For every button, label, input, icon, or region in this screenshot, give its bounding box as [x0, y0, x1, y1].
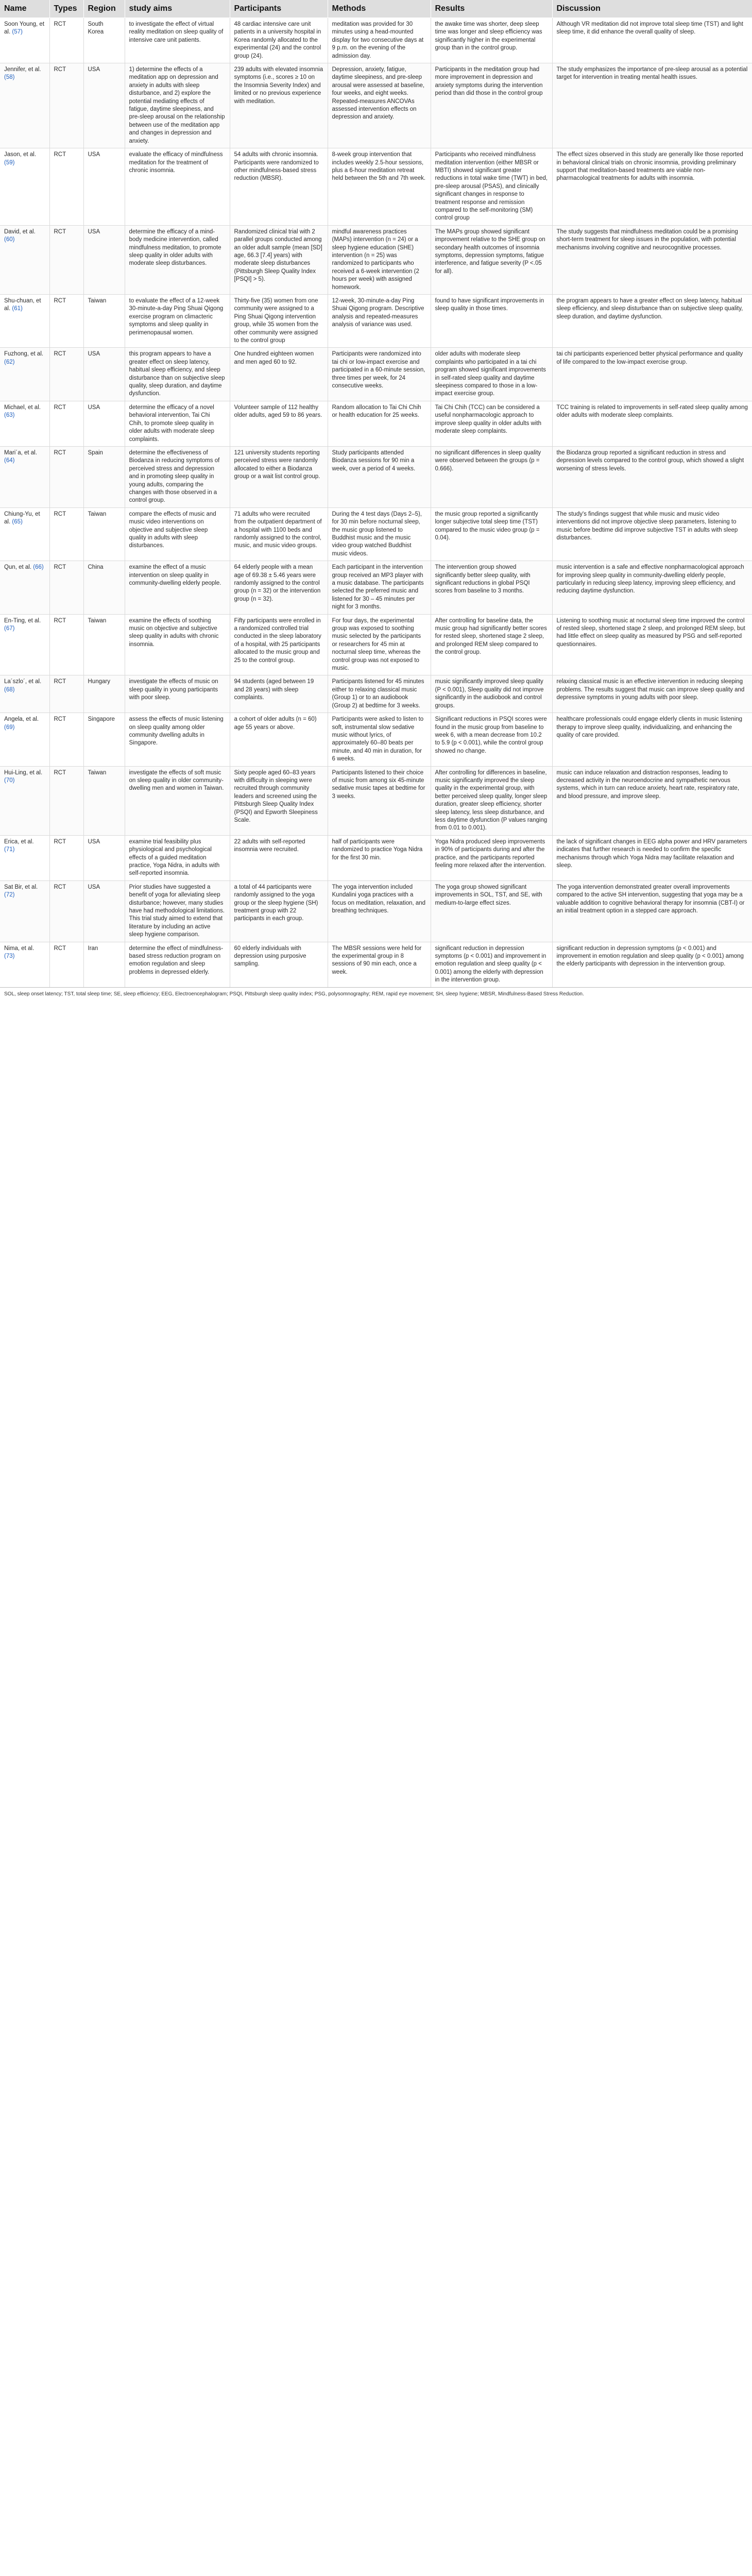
- table-row: [0, 295, 752, 348]
- cell-discussion: significant reduction in depression symptoms (p < 0.001) and improvement in emotion regulation and sleep quality (p < 0.001) among the elderly participants with depression in the intervention group.: [552, 942, 752, 987]
- reference-link[interactable]: (73): [4, 953, 15, 960]
- cell-results: The intervention group showed significantly better sleep quality, with significant reductions in global PSQI scores from baseline to 3 months.: [431, 561, 552, 614]
- column-header-results: Results: [431, 0, 552, 18]
- cell-methods: Participants were randomized into tai chi or low-impact exercise and participated in a 60-minute session, three times per week, for 24 consecutive weeks.: [328, 348, 431, 401]
- table-row: [0, 561, 752, 614]
- author-name: Fuzhong, et al.: [4, 351, 44, 358]
- cell-methods: For four days, the experimental group was exposed to soothing music selected by the participants or researchers for 45 min at nocturnal sleep time, whereas the control group was not exposed to music.: [328, 614, 431, 675]
- cell-type: RCT: [49, 401, 83, 446]
- cell-methods: 12-week, 30-minute-a-day Ping Shuai Qigong program. Descriptive analysis and repeated-measures analysis of variance was used.: [328, 295, 431, 348]
- cell-results: After controlling for baseline data, the music group had significantly better scores for rested sleep, shortened stage 2 sleep, and prolonged REM sleep compared to the control group.: [431, 614, 552, 675]
- table-row: [0, 225, 752, 294]
- column-header-name: Name: [0, 0, 49, 18]
- cell-discussion: Although VR meditation did not improve total sleep time (TST) and light sleep time, it did enhance the overall quality of sleep.: [552, 18, 752, 63]
- reference-link[interactable]: (67): [4, 625, 15, 632]
- cell-name: [0, 63, 49, 148]
- cell-participants: 121 university students reporting perceived stress were randomly allocated to either a Biodanza group or a wait list control group.: [230, 446, 328, 507]
- column-header-discussion: Discussion: [552, 0, 752, 18]
- reference-link[interactable]: (66): [33, 564, 44, 571]
- cell-participants: 94 students (aged between 19 and 28 years) with sleep complaints.: [230, 675, 328, 713]
- table-header: [0, 0, 752, 18]
- cell-study-aims: determine the efficacy of a mind-body medicine intervention, called mindfulness meditation, to promote sleep quality in older adults with moderate sleep disturbances.: [125, 225, 230, 294]
- author-name: Shu-chuan, et al.: [4, 298, 41, 312]
- reference-link[interactable]: (69): [4, 724, 15, 731]
- cell-methods: Study participants attended Biodanza sessions for 90 min a week, over a period of 4 weeks.: [328, 446, 431, 507]
- cell-discussion: music intervention is a safe and effective nonpharmacological approach for improving sleep quality in community-dwelling elderly people, particularly in reducing sleep latency, improving sleep efficiency, and reducing daytime dysfunction.: [552, 561, 752, 614]
- cell-name: [0, 675, 49, 713]
- cell-type: RCT: [49, 713, 83, 766]
- cell-methods: Depression, anxiety, fatigue, daytime sleepiness, and pre-sleep arousal were assessed at baseline, four weeks, and eight weeks. Repeated-measures ANCOVAs assessed intervention effects on depression and anxiety.: [328, 63, 431, 148]
- cell-results: Participants in the meditation group had more improvement in depression and anxiety symptoms during the intervention period than did those in the control group: [431, 63, 552, 148]
- table-row: [0, 766, 752, 835]
- table-row: [0, 446, 752, 507]
- author-name: Erica, et al.: [4, 838, 34, 845]
- cell-region: Hungary: [83, 675, 125, 713]
- table-row: [0, 507, 752, 561]
- author-name: Soon Young, et al.: [4, 21, 45, 36]
- author-name: Michael, et al.: [4, 404, 41, 411]
- cell-methods: Participants listened for 45 minutes either to relaxing classical music (Group 1) or to an audiobook (Group 2) at bedtime for 3 weeks.: [328, 675, 431, 713]
- cell-methods: During the 4 test days (Days 2–5), for 30 min before nocturnal sleep, the music group listened to Buddhist music and the music video group watched Buddhist music videos.: [328, 507, 431, 561]
- cell-study-aims: to evaluate the effect of a 12-week 30-minute-a-day Ping Shuai Qigong exercise program on climacteric symptoms and sleep quality in perimenopausal women.: [125, 295, 230, 348]
- cell-participants: Volunteer sample of 112 healthy older adults, aged 59 to 86 years.: [230, 401, 328, 446]
- cell-study-aims: to investigate the effect of virtual reality meditation on sleep quality of intensive care unit patients.: [125, 18, 230, 63]
- cell-results: The MAPs group showed significant improvement relative to the SHE group on secondary health outcomes of insomnia symptoms, depression symptoms, fatigue interference, and fatigue severity (P <.05 for all).: [431, 225, 552, 294]
- reference-link[interactable]: (61): [12, 306, 23, 312]
- cell-methods: Random allocation to Tai Chi Chih or health education for 25 weeks.: [328, 401, 431, 446]
- cell-type: RCT: [49, 348, 83, 401]
- cell-type: RCT: [49, 295, 83, 348]
- cell-discussion: The study emphasizes the importance of pre-sleep arousal as a potential target for intervention in treating mental health issues.: [552, 63, 752, 148]
- cell-discussion: The yoga intervention demonstrated greater overall improvements compared to the active SH intervention, suggesting that yoga may be a valuable addition to cognitive behavioral therapy for insomnia (CBT-I) or an initial treatment option in a stepped care approach.: [552, 880, 752, 942]
- author-name: Nima, et al.: [4, 945, 35, 952]
- author-name: Angela, et al.: [4, 716, 39, 723]
- author-name: En-Ting, et al.: [4, 617, 41, 624]
- table-row: [0, 348, 752, 401]
- cell-name: [0, 507, 49, 561]
- cell-region: USA: [83, 835, 125, 880]
- table-footnote: SOL, sleep onset latency; TST, total sleep time; SE, sleep efficiency; EEG, Electroencephalogram; PSQI, Pittsburgh sleep quality index; PSG, polysomnography; REM, rapid eye movement; SH, sleep hygiene; MBSR, Mindfulness-Based Stress Reduction.: [0, 987, 752, 1001]
- cell-region: China: [83, 561, 125, 614]
- cell-name: [0, 401, 49, 446]
- cell-methods: Each participant in the intervention group received an MP3 player with a music database. The participants selected the preferred music and listened for 30 – 45 minutes per night for 3 months.: [328, 561, 431, 614]
- column-header-region: Region: [83, 0, 125, 18]
- cell-type: RCT: [49, 225, 83, 294]
- cell-name: [0, 880, 49, 942]
- header-row: [0, 0, 752, 18]
- cell-participants: 22 adults with self-reported insomnia were recruited.: [230, 835, 328, 880]
- cell-name: [0, 18, 49, 63]
- cell-name: [0, 766, 49, 835]
- table-row: [0, 835, 752, 880]
- table-row: [0, 713, 752, 766]
- cell-study-aims: determine the efficacy of a novel behavioral intervention, Tai Chi Chih, to promote sleep quality in older adults with moderate sleep complaints.: [125, 401, 230, 446]
- cell-participants: Thirty-five (35) women from one community were assigned to a Ping Shuai Qigong intervention group, while 35 women from the other community were assigned to the control group: [230, 295, 328, 348]
- cell-region: South Korea: [83, 18, 125, 63]
- column-header-aims: study aims: [125, 0, 230, 18]
- cell-discussion: TCC training is related to improvements in self-rated sleep quality among older adults with moderate sleep complaints.: [552, 401, 752, 446]
- cell-study-aims: examine the effect of a music intervention on sleep quality in community-dwelling elderly people.: [125, 561, 230, 614]
- cell-name: [0, 225, 49, 294]
- cell-name: [0, 348, 49, 401]
- cell-name: [0, 295, 49, 348]
- cell-results: After controlling for differences in baseline, music significantly improved the sleep quality in the experimental group, with better perceived sleep quality, longer sleep duration, greater sleep efficiency, shorter sleep latency, less sleep disturbance, and less daytime dysfunction (P values ranging from 0.01 to 0.001).: [431, 766, 552, 835]
- cell-participants: 64 elderly people with a mean age of 69.38 ± 5.46 years were randomly assigned to the control group (n = 32) or the intervention group (n = 32).: [230, 561, 328, 614]
- cell-methods: 8-week group intervention that includes weekly 2.5-hour sessions, plus a 6-hour meditation retreat held between the 5th and 7th week.: [328, 148, 431, 226]
- table-body: [0, 18, 752, 987]
- cell-region: Spain: [83, 446, 125, 507]
- cell-participants: 71 adults who were recruited from the outpatient department of a hospital with 1100 beds and randomly assigned to the control, music, and music video groups.: [230, 507, 328, 561]
- cell-study-aims: Prior studies have suggested a benefit of yoga for alleviating sleep disturbance; however, many studies have had methodological limitations. This trial study aimed to extend that literature by including an active sleep hygiene comparison.: [125, 880, 230, 942]
- cell-type: RCT: [49, 614, 83, 675]
- cell-discussion: the program appears to have a greater effect on sleep latency, habitual sleep efficiency, and sleep disturbance than on subjective sleep quality, sleep duration, and daytime dysfunction.: [552, 295, 752, 348]
- cell-study-aims: determine the effectiveness of Biodanza in reducing symptoms of perceived stress and depression and in promoting sleep quality in young adults, comparing the changes with those observed in a control group.: [125, 446, 230, 507]
- cell-results: Tai Chi Chih (TCC) can be considered a useful nonpharmacologic approach to improve sleep quality in older adults with moderate sleep complaints.: [431, 401, 552, 446]
- cell-participants: a cohort of older adults (n = 60) age 55 years or above.: [230, 713, 328, 766]
- reference-link[interactable]: (70): [4, 777, 15, 784]
- cell-methods: Participants listened to their choice of music from among six 45-minute sedative music tapes at bedtime for 3 weeks.: [328, 766, 431, 835]
- cell-results: found to have significant improvements in sleep quality in those times.: [431, 295, 552, 348]
- cell-type: RCT: [49, 766, 83, 835]
- cell-methods: The MBSR sessions were held for the experimental group in 8 sessions of 90 min each, once a week.: [328, 942, 431, 987]
- cell-discussion: The study's findings suggest that while music and music video interventions did not improve objective sleep parameters, listening to music before bedtime did improve subjective TST in adults with sleep disturbances.: [552, 507, 752, 561]
- cell-discussion: The effect sizes observed in this study are generally like those reported in behavioral clinical trials on chronic insomnia, providing preliminary support that meditation-based treatments are viable non-pharmacological treatments for adults with insomnia.: [552, 148, 752, 226]
- cell-participants: Randomized clinical trial with 2 parallel groups conducted among an older adult sample (mean [SD] age, 66.3 [7.4] years) with moderate sleep disturbances (Pittsburgh Sleep Quality Index [PSQI] > 5).: [230, 225, 328, 294]
- cell-region: Taiwan: [83, 507, 125, 561]
- table-row: [0, 63, 752, 148]
- cell-region: Taiwan: [83, 614, 125, 675]
- table-row: [0, 942, 752, 987]
- cell-name: [0, 561, 49, 614]
- cell-participants: 48 cardiac intensive care unit patients in a university hospital in Korea randomly allocated to the experimental (24) and the control group (24).: [230, 18, 328, 63]
- cell-participants: 239 adults with elevated insomnia symptoms (i.e., scores ≥ 10 on the Insomnia Severity Index) and limited or no previous experience with meditation.: [230, 63, 328, 148]
- cell-region: Iran: [83, 942, 125, 987]
- author-name: Jennifer, et al.: [4, 66, 41, 73]
- cell-results: the awake time was shorter, deep sleep time was longer and sleep efficiency was significantly higher in the experimental group than in the control group.: [431, 18, 552, 63]
- table-row: [0, 18, 752, 63]
- reference-link[interactable]: (60): [4, 236, 15, 243]
- table-row: [0, 148, 752, 226]
- cell-participants: 60 elderly individuals with depression using purposive sampling.: [230, 942, 328, 987]
- cell-type: RCT: [49, 148, 83, 226]
- cell-name: [0, 446, 49, 507]
- cell-region: USA: [83, 880, 125, 942]
- cell-region: USA: [83, 63, 125, 148]
- author-name: La´szlo´, et al.: [4, 679, 42, 685]
- cell-discussion: tai chi participants experienced better physical performance and quality of life compared to the low-impact exercise group.: [552, 348, 752, 401]
- cell-discussion: the lack of significant changes in EEG alpha power and HRV parameters indicates that further research is needed to confirm the specific mechanisms through which Yoga Nidra may facilitate relaxation and sleep.: [552, 835, 752, 880]
- cell-type: RCT: [49, 942, 83, 987]
- cell-methods: mindful awareness practices (MAPs) intervention (n = 24) or a sleep hygiene education (SHE) intervention (n = 25) was randomized to participants who received a 6-week intervention (2 hours per week) with assigned homework.: [328, 225, 431, 294]
- cell-name: [0, 713, 49, 766]
- cell-discussion: relaxing classical music is an effective intervention in reducing sleeping problems. The results suggest that music can improve sleep quality and depressive symptoms in young adults with poor sleep.: [552, 675, 752, 713]
- cell-name: [0, 942, 49, 987]
- cell-results: The yoga group showed significant improvements in SOL, TST, and SE, with medium-to-large effect sizes.: [431, 880, 552, 942]
- cell-participants: Fifty participants were enrolled in a randomized controlled trial conducted in the sleep laboratory of a hospital, with 25 participants allocated to the music group and 25 to the control group.: [230, 614, 328, 675]
- reference-link[interactable]: (58): [4, 74, 15, 81]
- reference-link[interactable]: (59): [4, 159, 15, 166]
- cell-type: RCT: [49, 18, 83, 63]
- cell-study-aims: examine the effects of soothing music on objective and subjective sleep quality in adults with chronic insomnia.: [125, 614, 230, 675]
- reference-link[interactable]: (57): [12, 29, 23, 36]
- cell-participants: 54 adults with chronic insomnia. Participants were randomized to other mindfulness-based stress reduction (MBSR).: [230, 148, 328, 226]
- cell-region: Taiwan: [83, 295, 125, 348]
- author-name: Qun, et al.: [4, 564, 32, 571]
- cell-region: USA: [83, 225, 125, 294]
- cell-results: significant reduction in depression symptoms (p < 0.001) and improvement in emotion regulation and sleep quality (p < 0.001) among the elderly with depression in the intervention group.: [431, 942, 552, 987]
- cell-type: RCT: [49, 880, 83, 942]
- table-row: [0, 614, 752, 675]
- column-header-participants: Participants: [230, 0, 328, 18]
- cell-type: RCT: [49, 561, 83, 614]
- cell-type: RCT: [49, 63, 83, 148]
- cell-study-aims: investigate the effects of soft music on sleep quality in older community-dwelling men and women in Taiwan.: [125, 766, 230, 835]
- cell-results: Significant reductions in PSQI scores were found in the music group from baseline to week 6, with a mean decrease from 10.2 to 5.9 (p < 0.001), while the control group showed no change.: [431, 713, 552, 766]
- cell-type: RCT: [49, 446, 83, 507]
- cell-discussion: Listening to soothing music at nocturnal sleep time improved the control of rested sleep, shortened stage 2 sleep, and prolonged REM sleep, but had little effect on sleep quality as measured by PSG and self-reported questionnaires.: [552, 614, 752, 675]
- author-name: Chiung-Yu, et al.: [4, 511, 40, 526]
- cell-type: RCT: [49, 675, 83, 713]
- cell-results: Yoga Nidra produced sleep improvements in 90% of participants during and after the practice, and the participants reported feeling more relaxed after the intervention.: [431, 835, 552, 880]
- studies-table: [0, 0, 752, 987]
- cell-study-aims: examine trial feasibility plus physiological and psychological effects of a guided meditation practice, Yoga Nidra, in adults with self-reported insomnia.: [125, 835, 230, 880]
- cell-study-aims: determine the effect of mindfulness-based stress reduction program on emotion regulation and sleep problems in depressed elderly.: [125, 942, 230, 987]
- table-row: [0, 880, 752, 942]
- cell-name: [0, 835, 49, 880]
- reference-link[interactable]: (72): [4, 892, 15, 899]
- cell-name: [0, 614, 49, 675]
- cell-study-aims: assess the effects of music listening on sleep quality among older community dwelling adults in Singapore.: [125, 713, 230, 766]
- cell-methods: meditation was provided for 30 minutes using a head-mounted display for two consecutive days at 9 p.m. on the evening of the admission day.: [328, 18, 431, 63]
- cell-region: Singapore: [83, 713, 125, 766]
- reference-link[interactable]: (64): [4, 457, 15, 464]
- cell-discussion: music can induce relaxation and distraction responses, leading to decreased activity in the neuroendocrine and sympathetic nervous systems, which in turn can reduce anxiety, heart rate, respiratory rate, and blood pressure, and improve sleep.: [552, 766, 752, 835]
- cell-study-aims: investigate the effects of music on sleep quality in young participants with poor sleep.: [125, 675, 230, 713]
- cell-region: Taiwan: [83, 766, 125, 835]
- cell-results: Participants who received mindfulness meditation intervention (either MBSR or MBTI) showed significant greater reductions in total wake time (TWT) in bed, pre-sleep arousal (PSAS), and clinically significant changes in response to treatment response and remission compared to the self-monitoring (SM) control group: [431, 148, 552, 226]
- cell-methods: half of participants were randomized to practice Yoga Nidra for the first 30 min.: [328, 835, 431, 880]
- cell-name: [0, 148, 49, 226]
- cell-results: no significant differences in sleep quality were observed between the groups (p = 0.666).: [431, 446, 552, 507]
- cell-type: RCT: [49, 835, 83, 880]
- cell-type: RCT: [49, 507, 83, 561]
- cell-methods: Participants were asked to listen to soft, instrumental slow sedative music without lyrics, of approximately 60–80 beats per minute, and 40 min in duration, for 6 weeks.: [328, 713, 431, 766]
- column-header-methods: Methods: [328, 0, 431, 18]
- reference-link[interactable]: (63): [4, 412, 15, 419]
- reference-link[interactable]: (68): [4, 686, 15, 693]
- cell-results: older adults with moderate sleep complaints who participated in a tai chi program showed significant improvements in self-rated sleep quality and daytime sleepiness compared to those in a low-impact exercise group.: [431, 348, 552, 401]
- reference-link[interactable]: (62): [4, 359, 15, 365]
- cell-study-aims: evaluate the efficacy of mindfulness meditation for the treatment of chronic insomnia.: [125, 148, 230, 226]
- cell-study-aims: 1) determine the effects of a meditation app on depression and anxiety in adults with sleep disturbance, and 2) explore the potential mediating effects of fatigue, daytime sleepiness, and pre-sleep arousal on the relationship between use of the meditation app and changes in depression and anxiety.: [125, 63, 230, 148]
- cell-discussion: the Biodanza group reported a significant reduction in stress and depression levels compared to the control group, which showed a slight worsening of stress levels.: [552, 446, 752, 507]
- cell-participants: a total of 44 participants were randomly assigned to the yoga group or the sleep hygiene (SH) treatment group with 22 participants in each group.: [230, 880, 328, 942]
- cell-participants: One hundred eighteen women and men aged 60 to 92.: [230, 348, 328, 401]
- reference-link[interactable]: (71): [4, 846, 15, 853]
- cell-discussion: The study suggests that mindfulness meditation could be a promising short-term treatment for sleep issues in the population, with potential mechanisms involving cognitive and neurocognitive processes.: [552, 225, 752, 294]
- cell-results: music significantly improved sleep quality (P < 0.001), Sleep quality did not improve significantly in the audiobook and control groups.: [431, 675, 552, 713]
- cell-discussion: healthcare professionals could engage elderly clients in music listening therapy to improve sleep quality, individualizing, and enhancing the quality of care provided.: [552, 713, 752, 766]
- cell-region: USA: [83, 148, 125, 226]
- table-row: [0, 675, 752, 713]
- cell-results: the music group reported a significantly longer subjective total sleep time (TST) compared to the music video group (p = 0.04).: [431, 507, 552, 561]
- study-table-container: [0, 0, 752, 1001]
- cell-study-aims: this program appears to have a greater effect on sleep latency, habitual sleep efficiency, and sleep disturbance than on subjective sleep quality, sleep duration, and daytime dysfunction.: [125, 348, 230, 401]
- author-name: Sat Bir, et al.: [4, 884, 38, 890]
- cell-region: USA: [83, 348, 125, 401]
- cell-participants: Sixty people aged 60–83 years with difficulty in sleeping were recruited through community leaders and screened using the Pittsburgh Sleep Quality Index (PSQI) and Epworth Sleepiness Scale.: [230, 766, 328, 835]
- author-name: Jason, et al.: [4, 151, 37, 158]
- author-name: David, et al.: [4, 228, 36, 235]
- author-name: Mari´a, et al.: [4, 449, 37, 456]
- table-row: [0, 401, 752, 446]
- cell-study-aims: compare the effects of music and music video interventions on objective and subjective sleep quality in adults with sleep disturbances.: [125, 507, 230, 561]
- reference-link[interactable]: (65): [12, 519, 23, 526]
- column-header-type: Types: [49, 0, 83, 18]
- author-name: Hui-Ling, et al.: [4, 769, 43, 776]
- cell-methods: The yoga intervention included Kundalini yoga practices with a focus on meditation, relaxation, and breathing techniques.: [328, 880, 431, 942]
- cell-region: USA: [83, 401, 125, 446]
